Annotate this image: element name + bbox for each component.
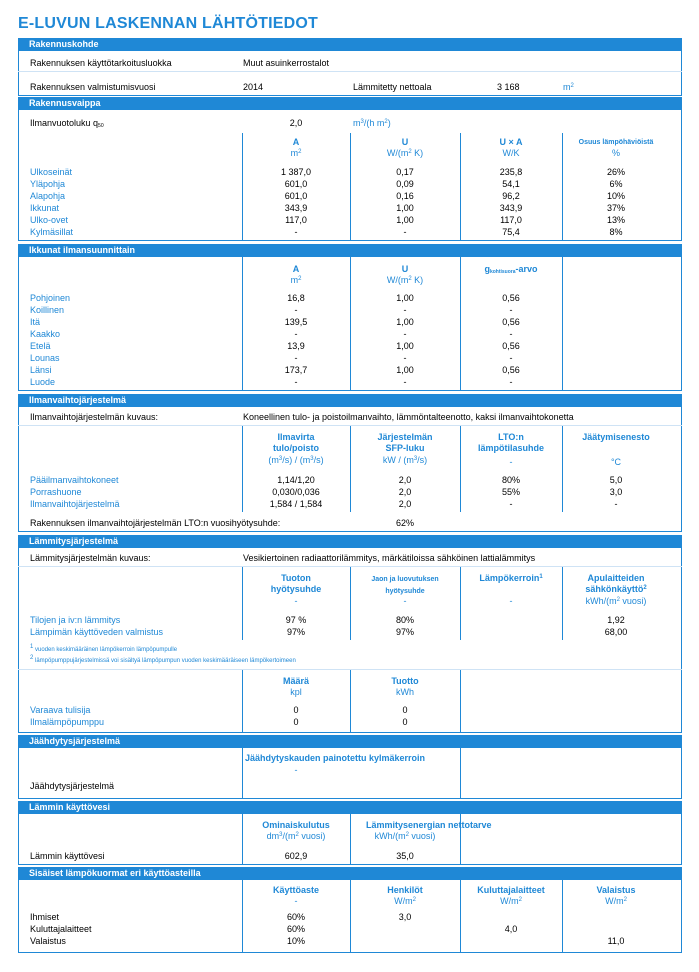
vent-col-lto: LTO:n [498, 432, 524, 442]
col-divider [460, 670, 461, 732]
row-label: Länsi [30, 365, 52, 375]
int-col-1: Käyttöaste [272, 885, 320, 895]
year-value: 2014 [243, 82, 264, 92]
col-divider [242, 426, 243, 512]
section-header-kayttovesi: Lämmin käyttövesi [18, 801, 682, 814]
col-divider [562, 133, 563, 240]
cell-flow: 1,584 / 1,584 [269, 499, 323, 509]
vent-desc-label: Ilmanvaihtojärjestelmän kuvaus: [30, 412, 159, 422]
int-col-2: Henkilöt [387, 885, 423, 895]
row-label: Kylmäsillat [30, 227, 74, 237]
cell-a: - [294, 353, 298, 363]
row-label: Koillinen [30, 305, 65, 315]
cell-ua: 235,8 [499, 167, 523, 177]
cell-lto: 80% [501, 475, 521, 485]
cool-col: Jäähdytyskauden painotettu kylmäkerroin [245, 753, 426, 763]
cell-c1: 97% [286, 627, 306, 637]
col-divider [562, 257, 563, 390]
row-label: Etelä [30, 341, 51, 351]
cell-sfp: 2,0 [398, 499, 412, 509]
row-label: Ilmalämpöpumppu [30, 717, 105, 727]
vent-col-freeze-unit: °C [610, 457, 622, 467]
row-label: Tilojen ja iv:n lämmitys [30, 615, 121, 625]
col-divider [460, 567, 461, 640]
cell-sfp: 2,0 [398, 475, 412, 485]
col-divider [460, 880, 461, 952]
vent-col-lto-2: lämpötilasuhde [477, 443, 545, 453]
col-divider [350, 670, 351, 732]
section-header-rakennuskohde: Rakennuskohde [18, 38, 682, 51]
col-divider [242, 133, 243, 240]
cell-c1: 60% [286, 924, 306, 934]
row-label: Ihmiset [30, 912, 60, 922]
use-label: Rakennuksen käyttötarkoitusluokka [30, 58, 172, 68]
heat-desc-value: Vesikiertoinen radiaattorilämmitys, märkätiloissa sähköinen lattialämmitys [243, 553, 536, 563]
cell-u: 1,00 [396, 203, 414, 213]
cell-a: 1 387,0 [280, 167, 312, 177]
col-divider [350, 426, 351, 512]
col-a-unit: $m^2$ [290, 148, 302, 158]
heat-col-1b: hyötysuhde [270, 584, 322, 594]
heat-col-2b: hyötysuhde [385, 588, 425, 595]
cell-m2: 0 [402, 717, 408, 727]
section-header-ilmanvaihto: Ilmanvaihtojärjestelmä [18, 394, 682, 407]
cell-m1: 0 [293, 705, 299, 715]
cell-a: - [294, 305, 298, 315]
cell-g: - [509, 329, 513, 339]
cell-g: 0,56 [502, 317, 520, 327]
section-header-sisaiset: Sisäiset lämpökuormat eri käyttöasteilla [18, 867, 682, 880]
row-label: Pohjoinen [30, 293, 71, 303]
dhw-row: Lämmin käyttövesi [30, 851, 105, 861]
int-col-2u: $W/m^2$ [394, 896, 416, 906]
note-1: $^1$ vuoden keskimääräinen lämpökerroin lämpöpumpulle [30, 644, 178, 653]
col-divider [242, 748, 243, 798]
cell-ua: 54,1 [502, 179, 520, 189]
heat-col-1u: - [294, 596, 298, 606]
cell-share: 26% [606, 167, 626, 177]
fire-col-2: Tuotto [391, 676, 419, 686]
row-label: Valaistus [30, 936, 66, 946]
note-2: $^2$ lämpöpumppujärjestelmissä voi sisältyä lämpöpumpun vuoden keskimääräiseen lämpökertoimeen [30, 655, 296, 664]
cell-c2: 80% [395, 615, 415, 625]
col-divider [460, 133, 461, 240]
col-divider [242, 880, 243, 952]
col-divider [562, 567, 563, 640]
vent-annual-label: Rakennuksen ilmanvaihtojärjestelmän LTO:n vuosihyötysuhde: [30, 518, 281, 528]
vent-col-sfp: Järjestelmän [377, 432, 433, 442]
cell-a: - [294, 227, 298, 237]
row-label: Luode [30, 377, 56, 387]
vent-col-lto-unit: - [509, 457, 513, 467]
cell-a: 343,9 [284, 203, 308, 213]
cell-g: 0,56 [502, 341, 520, 351]
cell-u: - [403, 329, 407, 339]
cell-ua: 343,9 [499, 203, 523, 213]
int-col-4u: $W/m^2$ [605, 896, 627, 906]
dhw-col-1: Ominaiskulutus [262, 820, 330, 830]
row-label: Alapohja [30, 191, 66, 201]
int-col-4: Valaistus [596, 885, 636, 895]
cell-share: 37% [606, 203, 626, 213]
row-label: Porrashuone [30, 487, 82, 497]
cell-freeze: 3,0 [609, 487, 623, 497]
cell-freeze: 5,0 [609, 475, 623, 485]
cell-g: - [509, 377, 513, 387]
cell-a: 139,5 [284, 317, 308, 327]
int-col-3: Kuluttajalaitteet [477, 885, 545, 895]
col-divider [242, 814, 243, 864]
vent-col-flow-unit: $(m^3/s) / (m^3/s)$ [268, 455, 324, 465]
col-u-header: U [401, 137, 409, 147]
dhw-v2: 35,0 [396, 851, 414, 861]
cell-c4: 11,0 [607, 936, 625, 946]
vent-desc-value: Koneellinen tulo- ja poistoilmanvaihto, lämmöntalteenotto, kaksi ilmanvaihtokonetta [243, 412, 574, 422]
col-divider [562, 880, 563, 952]
row-label: Ikkunat [30, 203, 60, 213]
heat-col-1: Tuoton [281, 573, 311, 583]
cell-u: 1,00 [396, 365, 414, 375]
heat-col-2u: - [403, 596, 407, 606]
row-label: Lämpimän käyttöveden valmistus [30, 627, 164, 637]
cell-u: - [403, 353, 407, 363]
col-divider [350, 257, 351, 390]
cell-a: - [294, 329, 298, 339]
area-unit: $m^2$ [563, 82, 574, 92]
divider [18, 71, 682, 72]
cell-u: 1,00 [396, 317, 414, 327]
heat-col-2: Jaon ja luovutuksen [371, 576, 439, 583]
fire-col-1: Määrä [282, 676, 310, 686]
cell-lto: 55% [501, 487, 521, 497]
cell-a: 173,7 [284, 365, 308, 375]
leak-label: Ilmanvuotoluku $q_{50}$ [30, 118, 104, 129]
cool-row: Jäähdytysjärjestelmä [30, 781, 115, 791]
col-divider [350, 814, 351, 864]
cell-sfp: 2,0 [398, 487, 412, 497]
col-divider [350, 880, 351, 952]
int-col-1u: - [294, 896, 298, 906]
cell-share: 13% [606, 215, 626, 225]
cell-g: 0,56 [502, 365, 520, 375]
vent-col-flow-2: tulo/poisto [273, 443, 319, 453]
heat-col-3u: - [509, 596, 513, 606]
cell-u: - [403, 227, 407, 237]
fire-col-2u: kWh [396, 687, 414, 697]
cell-ua: 96,2 [502, 191, 520, 201]
section-header-ikkunat: Ikkunat ilmansuunnittain [18, 244, 682, 257]
cell-c2: 3,0 [398, 912, 412, 922]
cell-a: 601,0 [284, 179, 308, 189]
row-label: Ulkoseinät [30, 167, 73, 177]
col-divider [562, 426, 563, 512]
heat-desc-label: Lämmitysjärjestelmän kuvaus: [30, 553, 151, 563]
cell-u: 1,00 [396, 215, 414, 225]
vent-annual-value: 62% [395, 518, 415, 528]
dhw-v1: 602,9 [284, 851, 308, 861]
cell-a: 16,8 [287, 293, 305, 303]
cell-m2: 0 [402, 705, 408, 715]
row-label: Itä [30, 317, 41, 327]
cell-freeze: - [614, 499, 618, 509]
win-col-u: U [401, 264, 409, 274]
cell-a: 13,9 [287, 341, 305, 351]
col-divider [242, 257, 243, 390]
win-col-a: A [292, 264, 300, 274]
row-label: Lounas [30, 353, 60, 363]
fire-col-1u: kpl [290, 687, 302, 697]
cell-share: 6% [609, 179, 623, 189]
area-value: 3 168 [497, 82, 520, 92]
col-divider [350, 567, 351, 640]
cell-m1: 0 [293, 717, 299, 727]
row-label: Yläpohja [30, 179, 66, 189]
cell-c1: 97 % [285, 615, 307, 625]
row-label: Ilmanvaihtojärjestelmä [30, 499, 120, 509]
col-a-header: A [292, 137, 300, 147]
cell-ua: 75,4 [502, 227, 520, 237]
col-ua-unit: W/K [502, 148, 520, 158]
cell-share: 10% [606, 191, 626, 201]
col-share-unit: % [611, 148, 621, 158]
cell-u: 1,00 [396, 341, 414, 351]
leak-value: 2,0 [289, 118, 303, 128]
cell-g: - [509, 305, 513, 315]
section-header-jaahdytys: Jäähdytysjärjestelmä [18, 735, 682, 748]
section-header-lammitys: Lämmitysjärjestelmä [18, 535, 682, 548]
row-label: Kuluttajalaitteet [30, 924, 92, 934]
cell-flow: 1,14/1,20 [277, 475, 315, 485]
cell-u: - [403, 377, 407, 387]
cell-g: 0,56 [502, 293, 520, 303]
col-divider [460, 748, 461, 798]
cell-u: 0,16 [396, 191, 414, 201]
cell-a: - [294, 377, 298, 387]
cell-c2: 97% [395, 627, 415, 637]
area-label: Lämmitetty nettoala [353, 82, 432, 92]
page-title: E-LUVUN LASKENNAN LÄHTÖTIEDOT [18, 15, 319, 32]
cell-u: - [403, 305, 407, 315]
vent-col-flow: Ilmavirta [277, 432, 315, 442]
heat-col-4b: sähkönkäyttö$^2$ [585, 584, 647, 594]
vent-col-sfp-2: SFP-luku [385, 443, 425, 453]
row-label: Pääilmanvaihtokoneet [30, 475, 119, 485]
cell-flow: 0,030/0,036 [272, 487, 320, 497]
section-header-rakennusvaippa: Rakennusvaippa [18, 97, 682, 110]
cell-lto: - [509, 499, 513, 509]
cell-c1: 10% [286, 936, 306, 946]
cell-share: 8% [609, 227, 623, 237]
cell-g: - [509, 353, 513, 363]
cell-c4: 68,00 [604, 627, 628, 637]
col-divider [460, 257, 461, 390]
cell-u: 0,17 [396, 167, 414, 177]
dhw-col-2u: kWh/($m^2$ vuosi) [374, 831, 436, 841]
cell-c1: 60% [286, 912, 306, 922]
leak-unit: $m^3/(h$ $m^2$) [353, 118, 391, 128]
cell-a: 117,0 [285, 215, 307, 225]
cool-col-unit: - [294, 765, 298, 775]
col-share-header: Osuus lämpöhäviöistä [578, 139, 654, 146]
col-divider [460, 426, 461, 512]
cell-u: 0,09 [396, 179, 414, 189]
cell-ua: 117,0 [500, 215, 522, 225]
col-divider [242, 670, 243, 732]
win-col-u-unit: $W/(m^2$ K) [386, 275, 424, 285]
col-ua-header: U × A [499, 137, 523, 147]
cell-c3: 4,0 [504, 924, 518, 934]
win-col-g: $g_{kohtisuora}$-arvo [484, 264, 538, 275]
row-label: Varaava tulisija [30, 705, 91, 715]
heat-col-4u: kWh/($m^2$ vuosi) [585, 596, 647, 606]
heat-col-4: Apulaitteiden [587, 573, 645, 583]
use-value: Muut asuinkerrostalot [243, 58, 330, 68]
cell-c4: 1,92 [607, 615, 625, 625]
cell-a: 601,0 [284, 191, 308, 201]
row-label: Ulko-ovet [30, 215, 69, 225]
col-u-unit: $W/(m^2$ K) [386, 148, 424, 158]
vent-col-sfp-unit: kW / $(m^3/s)$ [382, 455, 428, 465]
dhw-col-1u: $dm^3/(m^2$ vuosi) [266, 831, 326, 841]
vent-col-freeze: Jäätymisenesto [582, 432, 650, 442]
win-col-a-unit: $m^2$ [290, 275, 302, 285]
dhw-col-2: Lämmitysenergian nettotarve [366, 820, 492, 830]
year-label: Rakennuksen valmistumisvuosi [30, 82, 156, 92]
heat-col-3: Lämpökerroin$^1$ [479, 573, 543, 583]
row-label: Kaakko [30, 329, 61, 339]
col-divider [350, 133, 351, 240]
cell-u: 1,00 [396, 293, 414, 303]
int-col-3u: $W/m^2$ [500, 896, 522, 906]
col-divider [242, 567, 243, 640]
